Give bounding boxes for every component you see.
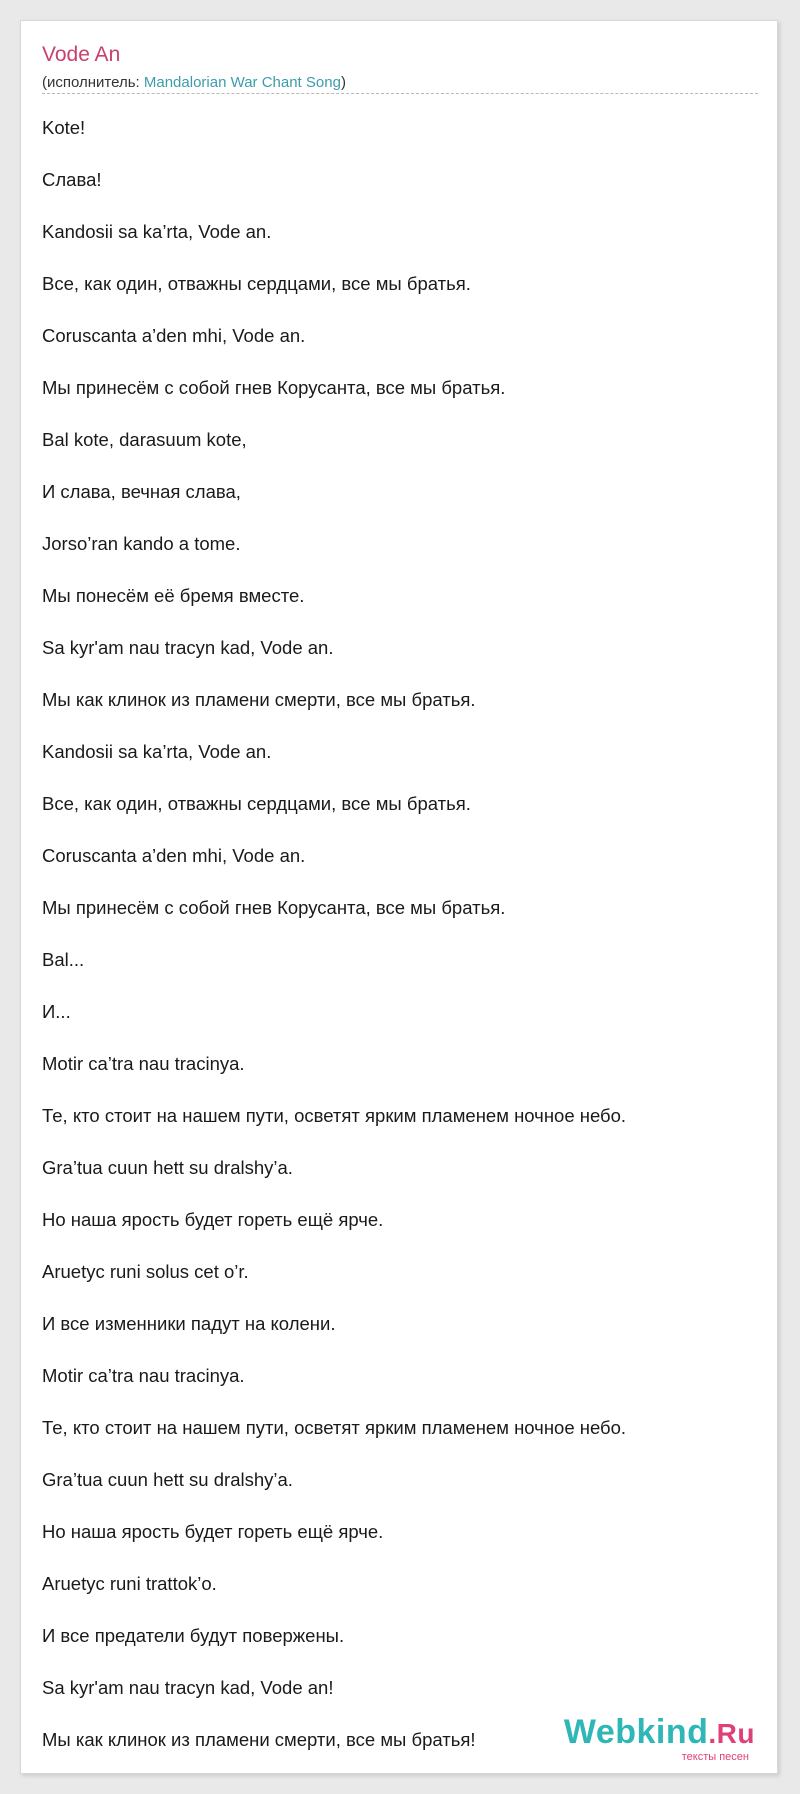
title-divider	[42, 93, 758, 94]
artist-line	[42, 74, 346, 91]
lyric-line: Sa kyr'am nau tracyn kad, Vode an.	[42, 637, 334, 658]
lyric-line: Слава!	[42, 169, 102, 190]
lyric-line: Coruscanta a’den mhi, Vode an.	[42, 845, 306, 866]
lyric-line: Все, как один, отважны сердцами, все мы братья.	[42, 793, 471, 814]
lyric-line: И...	[42, 1001, 71, 1022]
lyric-line: Motir ca’tra nau tracinya.	[42, 1053, 245, 1074]
lyric-line: Мы как клинок из пламени смерти, все мы братья!	[42, 1729, 476, 1750]
lyric-line: Gra’tua cuun hett su dralshy’a.	[42, 1469, 293, 1490]
watermark-tagline: тексты песен	[681, 1751, 749, 1763]
lyric-line: Те, кто стоит на нашем пути, осветят ярким пламенем ночное небо.	[42, 1417, 627, 1438]
lyric-line: И слава, вечная слава,	[42, 481, 241, 502]
watermark-tld: .Ru	[708, 1718, 755, 1749]
lyric-line: Gra’tua cuun hett su dralshy’a.	[42, 1157, 293, 1178]
lyric-line: Мы понесём её бремя вместе.	[42, 585, 305, 606]
webkind-watermark	[564, 1715, 755, 1763]
lyric-line: Aruetyc runi solus cet o’r.	[42, 1261, 249, 1282]
lyric-line: Coruscanta a’den mhi, Vode an.	[42, 325, 306, 346]
lyric-line: Kandosii sa ka’rta, Vode an.	[42, 221, 272, 242]
lyrics-list	[42, 117, 758, 1781]
lyric-line: Мы принесём с собой гнев Корусанта, все мы братья.	[42, 377, 506, 398]
lyric-line: Но наша ярость будет гореть ещё ярче.	[42, 1209, 384, 1230]
watermark-logo	[564, 1715, 755, 1751]
artist-suffix: )	[340, 74, 346, 91]
lyric-line: Motir ca’tra nau tracinya.	[42, 1365, 245, 1386]
lyric-line: И все предатели будут повержены.	[42, 1625, 345, 1646]
lyric-line: Мы как клинок из пламени смерти, все мы братья.	[42, 689, 476, 710]
lyric-line: Jorso’ran kando a tome.	[42, 533, 241, 554]
lyrics-page	[20, 20, 778, 1774]
lyric-line: Bal kote, darasuum kote,	[42, 429, 247, 450]
watermark-name: Webkind	[563, 1713, 709, 1751]
lyric-line: Но наша ярость будет гореть ещё ярче.	[42, 1521, 384, 1542]
lyric-line: Все, как один, отважны сердцами, все мы братья.	[42, 273, 471, 294]
song-title: Vode An	[42, 43, 121, 66]
lyric-line: Aruetyc runi trattok’o.	[42, 1573, 217, 1594]
lyric-line: Kandosii sa ka’rta, Vode an.	[42, 741, 272, 762]
lyric-line: Мы принесём с собой гнев Корусанта, все мы братья.	[42, 897, 506, 918]
artist-prefix: (исполнитель:	[42, 74, 144, 91]
lyric-line: И все изменники падут на колени.	[42, 1313, 336, 1334]
lyric-line: Те, кто стоит на нашем пути, осветят ярким пламенем ночное небо.	[42, 1105, 627, 1126]
lyric-line: Kote!	[42, 117, 86, 138]
lyric-line: Bal...	[42, 949, 85, 970]
lyric-line: Sa kyr'am nau tracyn kad, Vode an!	[42, 1677, 334, 1698]
artist-link[interactable]: Mandalorian War Chant Song	[143, 74, 341, 91]
